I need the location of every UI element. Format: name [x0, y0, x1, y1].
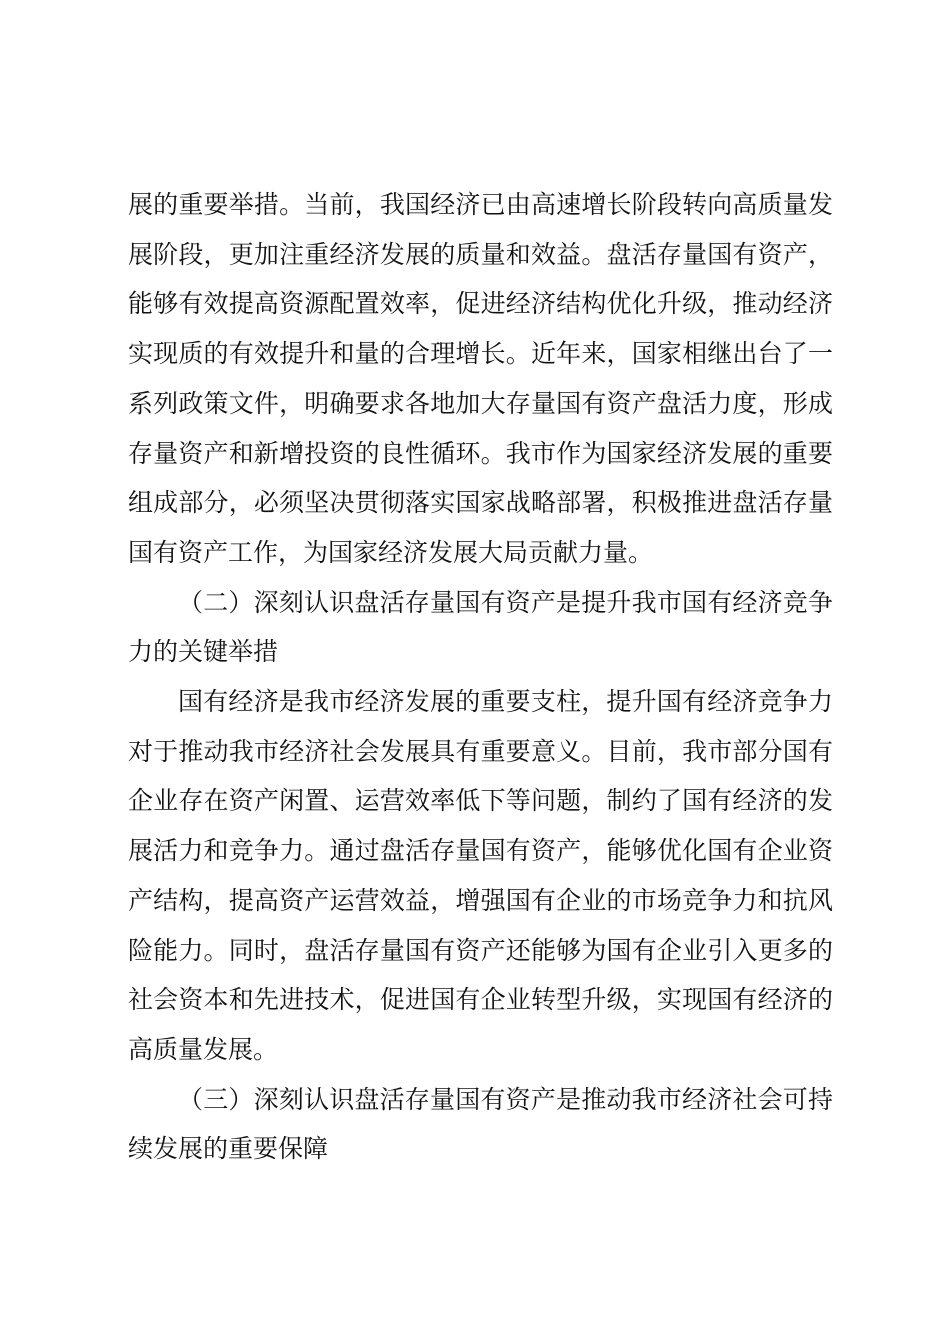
body-paragraph-continuation: 展的重要举措。当前，我国经济已由高速增长阶段转向高质量发展阶段，更加注重经济发展的质量和效益。盘活存量国有资产，能够有效提高资源配置效率，促进经济结构优化升级，推动经济实现质的有效提升和量的合理增长。近年来，国家相继出台了一系列政策文件，明确要求各地加大存量国有资产盘活力度，形成存量资产和新增投资的良性循环。我市作为国家经济发展的重要组成部分，必须坚决贯彻落实国家战略部署，积极推进盘活存量国有资产工作，为国家经济发展大局贡献力量。 — [128, 190, 833, 567]
body-paragraph-state-economy: 国有经济是我市经济发展的重要支柱，提升国有经济竞争力对于推动我市经济社会发展具有重要意义。目前，我市部分国有企业存在资产闲置、运营效率低下等问题，制约了国有经济的发展活力和竞争力。通过盘活存量国有资产，能够优化国有企业资产结构，提高资产运营效益，增强国有企业的市场竞争力和抗风险能力。同时，盘活存量国有资产还能够为国有企业引入更多的社会资本和先进技术，促进国有企业转型升级，实现国有经济的高质量发展。 — [128, 687, 833, 1064]
section-heading-3: （三）深刻认识盘活存量国有资产是推动我市经济社会可持续发展的重要保障 — [128, 1084, 833, 1164]
section-heading-2: （二）深刻认识盘活存量国有资产是提升我市国有经济竞争力的关键举措 — [128, 587, 833, 667]
document-body — [128, 180, 833, 1174]
